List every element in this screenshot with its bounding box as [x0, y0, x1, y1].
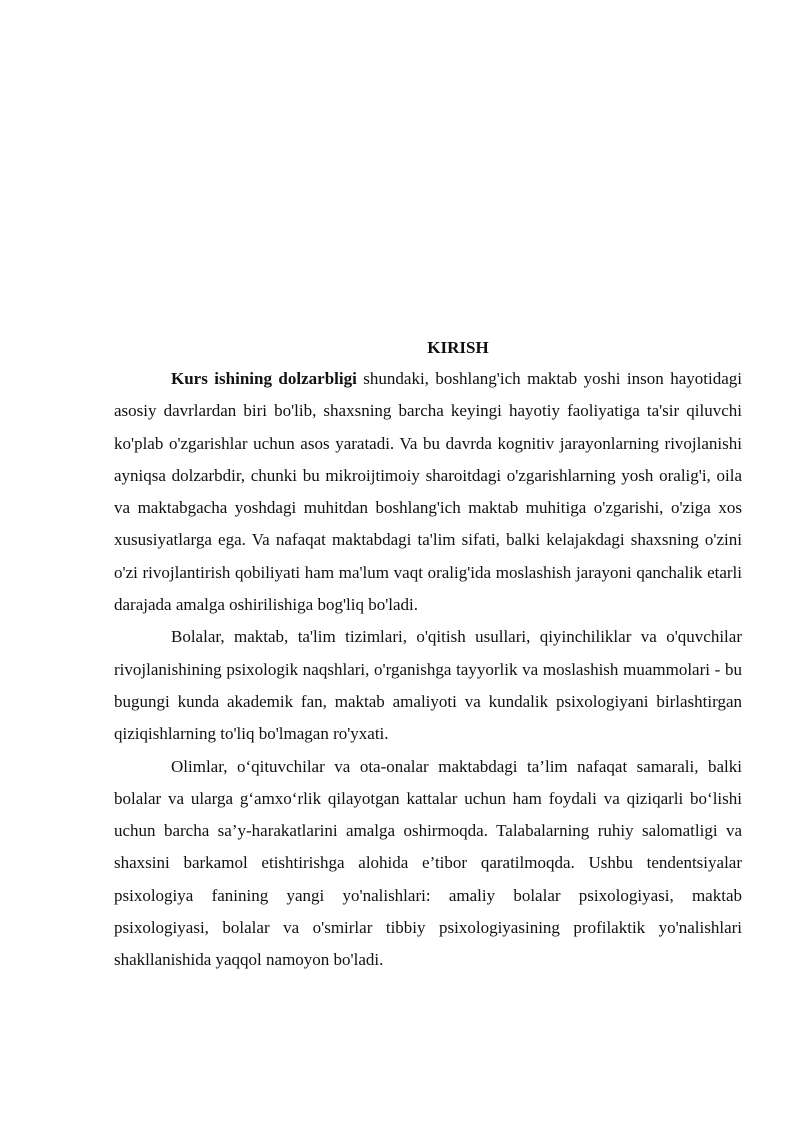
paragraph-text: Olimlar, o‘qituvchilar va ota-onalar maktabdagi ta’lim nafaqat samarali, balki bolalar va ularga g‘amxo‘rlik qilayotgan kattalar uchun ham foydali va qiziqarli bo‘lishi uchun barcha sa’y-harakatlarini amalga oshirmoqda. Talabalarning ruhiy salomatligi va shaxsini barkamol etishtirishga alohida e’tibor qaratilmoqda. Ushbu tendentsiyalar psixologiya fanining yangi yo'nalishlari: amaliy bolalar psixologiyasi, maktab psixologiyasi, bolalar va o'smirlar tibbiy psixologiyasining profilaktik yo'nalishlari shakllanishida yaqqol namoyon bo'ladi. [114, 756, 742, 970]
section-title: KIRISH [427, 338, 489, 357]
paragraph-text: Bolalar, maktab, ta'lim tizimlari, o'qitish usullari, qiyinchiliklar va o'quvchilar rivojlanishining psixologik naqshlari, o'rganishga tayyorlik va moslashish muammolari - bu bugungi kunda akademik fan, maktab amaliyoti va kundalik psixologiyani birlashtirgan qiziqishlarning to'liq bo'lmagan ro'yxati. [114, 627, 742, 744]
paragraph-3 [114, 751, 742, 977]
paragraph-text: shundaki, boshlang'ich maktab yoshi inson hayotidagi asosiy davrlardan biri bo'lib, shaxsning barcha keyingi hayotiy faoliyatiga ta'sir qiluvchi ko'plab o'zgarishlar uchun asos yaratadi. Va bu davrda kognitiv jarayonlarning rivojlanishi ayniqsa dolzarbdir, chunki bu mikroijtimoiy sharoitdagi o'zgarishlarning yosh oralig'i, oila va maktabgacha yoshdagi muhitdan boshlang'ich maktab muhitiga o'zgarishi, o'ziga xos xususiyatlarga ega. Va nafaqat maktabdagi ta'lim sifati, balki kelajakdagi shaxsning o'zini o'zi rivojlantirish qobiliyati ham ma'lum vaqt oralig'ida moslashish jarayoni qanchalik etarli darajada amalga oshirilishiga bog'liq bo'ladi. [114, 369, 742, 615]
paragraph-2 [114, 621, 742, 750]
paragraph-1 [114, 363, 742, 621]
document-page [114, 333, 742, 977]
paragraph-lead: Kurs ishining dolzarbligi [171, 369, 357, 388]
